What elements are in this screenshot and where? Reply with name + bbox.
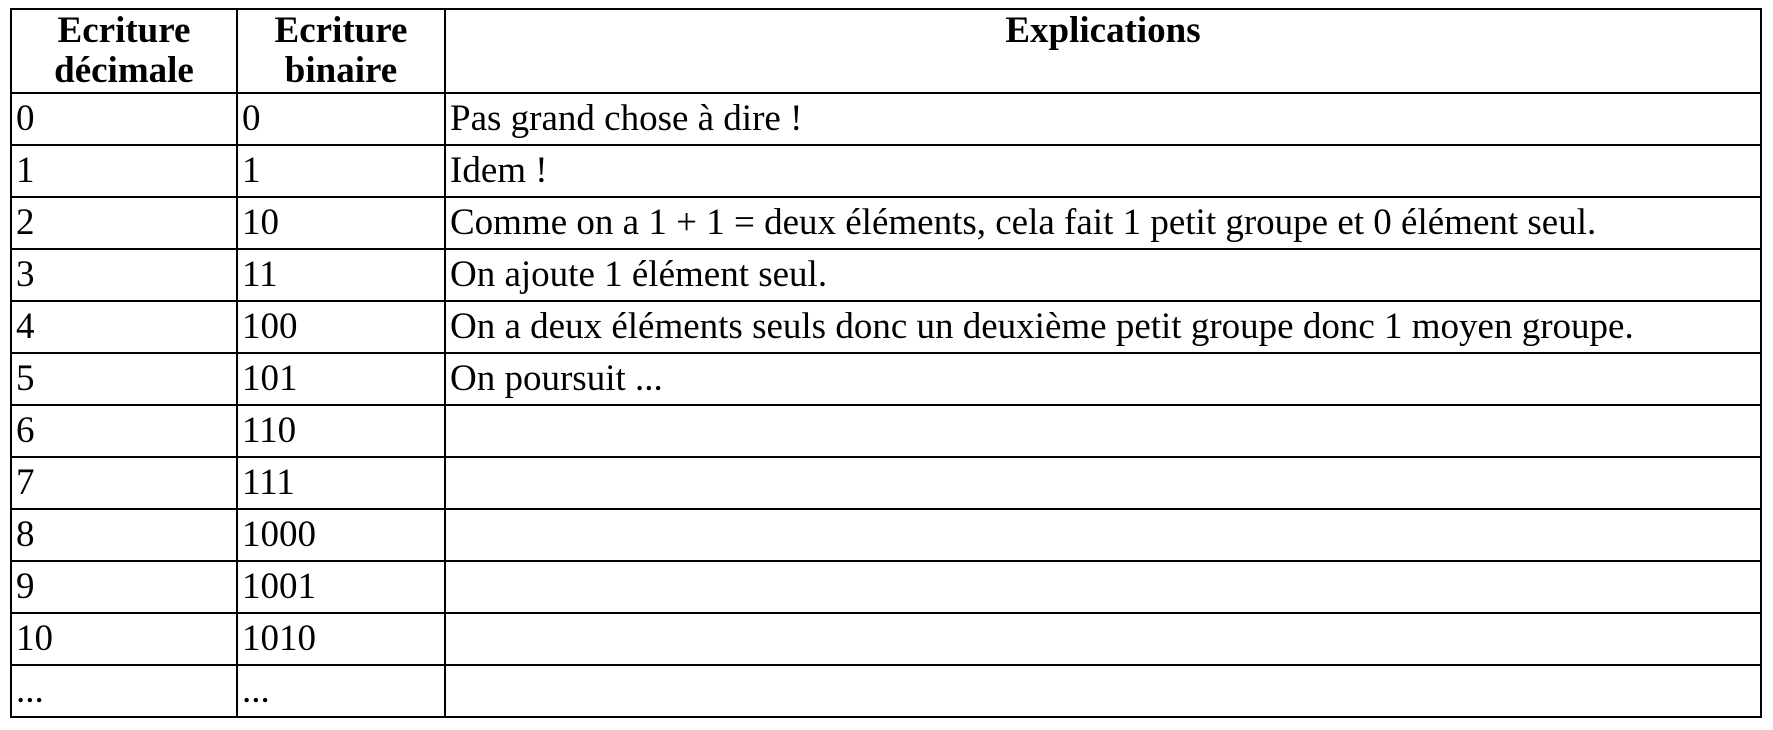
cell-explanation: Pas grand chose à dire ! <box>445 93 1761 145</box>
cell-decimal: 3 <box>11 249 237 301</box>
cell-explanation <box>445 457 1761 509</box>
cell-explanation <box>445 509 1761 561</box>
cell-decimal: 4 <box>11 301 237 353</box>
cell-binary: 101 <box>237 353 445 405</box>
cell-explanation: Idem ! <box>445 145 1761 197</box>
cell-decimal: 10 <box>11 613 237 665</box>
cell-binary: 11 <box>237 249 445 301</box>
cell-explanation <box>445 561 1761 613</box>
header-ecriture-decimale: Ecriture décimale <box>11 9 237 93</box>
cell-explanation: Comme on a 1 + 1 = deux éléments, cela fait 1 petit groupe et 0 élément seul. <box>445 197 1761 249</box>
cell-binary: 111 <box>237 457 445 509</box>
table-row <box>11 301 1761 353</box>
table-row <box>11 613 1761 665</box>
cell-explanation: On a deux éléments seuls donc un deuxième petit groupe donc 1 moyen groupe. <box>445 301 1761 353</box>
cell-explanation: On poursuit ... <box>445 353 1761 405</box>
cell-explanation <box>445 405 1761 457</box>
table-row <box>11 145 1761 197</box>
cell-binary: 1000 <box>237 509 445 561</box>
cell-explanation <box>445 665 1761 717</box>
cell-decimal: 8 <box>11 509 237 561</box>
table-row <box>11 93 1761 145</box>
cell-decimal: 1 <box>11 145 237 197</box>
table-row <box>11 509 1761 561</box>
table-row <box>11 249 1761 301</box>
cell-explanation <box>445 613 1761 665</box>
cell-binary: 0 <box>237 93 445 145</box>
cell-binary: 1010 <box>237 613 445 665</box>
cell-decimal: ... <box>11 665 237 717</box>
cell-binary: ... <box>237 665 445 717</box>
table-row <box>11 197 1761 249</box>
cell-explanation: On ajoute 1 élément seul. <box>445 249 1761 301</box>
header-explications: Explications <box>445 9 1761 93</box>
cell-decimal: 0 <box>11 93 237 145</box>
table-row <box>11 457 1761 509</box>
table-row <box>11 353 1761 405</box>
table-body <box>11 93 1761 717</box>
cell-decimal: 6 <box>11 405 237 457</box>
cell-binary: 100 <box>237 301 445 353</box>
cell-decimal: 2 <box>11 197 237 249</box>
cell-binary: 110 <box>237 405 445 457</box>
header-ecriture-binaire: Ecriture binaire <box>237 9 445 93</box>
table-header-row <box>11 9 1761 93</box>
cell-binary: 1001 <box>237 561 445 613</box>
table-row <box>11 405 1761 457</box>
cell-binary: 10 <box>237 197 445 249</box>
table-row <box>11 665 1761 717</box>
cell-decimal: 7 <box>11 457 237 509</box>
decimal-binary-table <box>10 8 1762 718</box>
cell-decimal: 5 <box>11 353 237 405</box>
table-row <box>11 561 1761 613</box>
cell-decimal: 9 <box>11 561 237 613</box>
cell-binary: 1 <box>237 145 445 197</box>
